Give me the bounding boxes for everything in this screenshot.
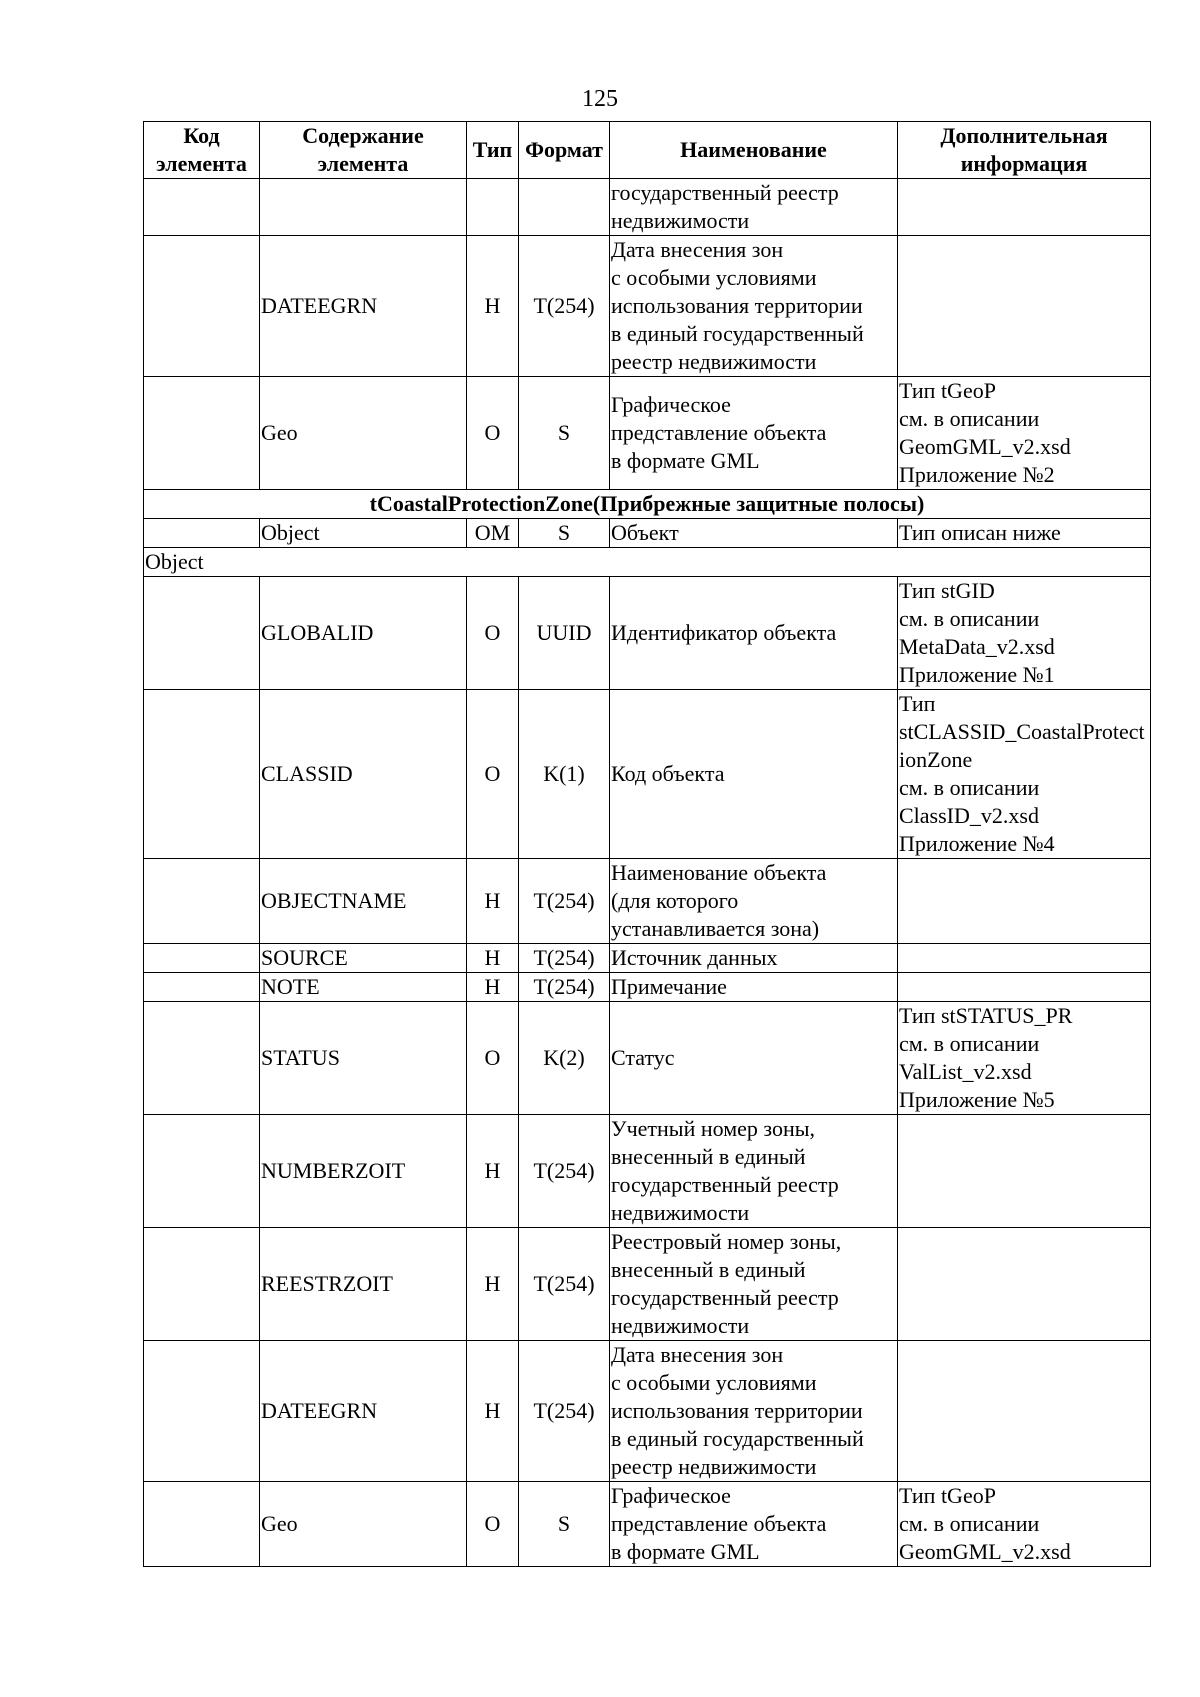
cell-content: Geo xyxy=(260,1482,467,1567)
cell-type: Н xyxy=(467,973,519,1002)
cell-code xyxy=(144,1115,260,1228)
cell-info xyxy=(898,179,1151,236)
table-row xyxy=(144,859,1151,944)
cell-format: S xyxy=(519,377,610,490)
cell-code xyxy=(144,236,260,377)
cell-code xyxy=(144,690,260,859)
cell-format: T(254) xyxy=(519,1115,610,1228)
cell-name: Примечание xyxy=(610,973,898,1002)
table-row xyxy=(144,690,1151,859)
cell-type: О xyxy=(467,377,519,490)
cell-content: Object xyxy=(260,519,467,548)
cell-name: Наименование объекта (для которого устанавливается зона) xyxy=(610,859,898,944)
page-number: 125 xyxy=(582,86,618,112)
cell-type: Н xyxy=(467,1228,519,1341)
cell-name: Код объекта xyxy=(610,690,898,859)
table-row xyxy=(144,519,1151,548)
cell-format: T(254) xyxy=(519,944,610,973)
cell-content: CLASSID xyxy=(260,690,467,859)
table-row xyxy=(144,1228,1151,1341)
cell-name: Учетный номер зоны, внесенный в единый государственный реестр недвижимости xyxy=(610,1115,898,1228)
table-row xyxy=(144,944,1151,973)
cell-type: Н xyxy=(467,859,519,944)
cell-format: K(1) xyxy=(519,690,610,859)
cell-content: STATUS xyxy=(260,1002,467,1115)
cell-name: Графическое представление объекта в формате GML xyxy=(610,1482,898,1567)
cell-info xyxy=(898,236,1151,377)
cell-content: GLOBALID xyxy=(260,577,467,690)
cell-info: Тип stGID см. в описании MetaData_v2.xsd Приложение №1 xyxy=(898,577,1151,690)
cell-name: Источник данных xyxy=(610,944,898,973)
cell-code xyxy=(144,859,260,944)
cell-name: Графическое представление объекта в формате GML xyxy=(610,377,898,490)
cell-info xyxy=(898,1228,1151,1341)
cell-name: Дата внесения зон с особыми условиями использования территории в единый государственный реестр недвижимости xyxy=(610,236,898,377)
table-row xyxy=(144,577,1151,690)
group-label: Object xyxy=(144,548,1151,577)
cell-type xyxy=(467,179,519,236)
header-row xyxy=(144,122,1151,179)
table-row xyxy=(144,236,1151,377)
cell-type: О xyxy=(467,577,519,690)
cell-info xyxy=(898,1115,1151,1228)
cell-info xyxy=(898,1341,1151,1482)
header-code: Код элемента xyxy=(144,122,260,179)
cell-info: Тип tGeoP см. в описании GeomGML_v2.xsd Приложение №2 xyxy=(898,377,1151,490)
header-content: Содержание элемента xyxy=(260,122,467,179)
spec-table xyxy=(143,121,1151,1567)
cell-content: DATEEGRN xyxy=(260,236,467,377)
cell-format xyxy=(519,179,610,236)
table-row xyxy=(144,179,1151,236)
cell-info: Тип описан ниже xyxy=(898,519,1151,548)
cell-format: T(254) xyxy=(519,859,610,944)
cell-content: Geo xyxy=(260,377,467,490)
table-row xyxy=(144,1482,1151,1567)
cell-name: государственный реестр недвижимости xyxy=(610,179,898,236)
cell-name: Объект xyxy=(610,519,898,548)
header-type: Тип xyxy=(467,122,519,179)
cell-code xyxy=(144,1002,260,1115)
cell-name: Статус xyxy=(610,1002,898,1115)
table-row xyxy=(144,1115,1151,1228)
cell-type: О xyxy=(467,1002,519,1115)
cell-code xyxy=(144,944,260,973)
section-row xyxy=(144,490,1151,519)
cell-info: Тип tGeoP см. в описании GeomGML_v2.xsd xyxy=(898,1482,1151,1567)
cell-type: Н xyxy=(467,944,519,973)
cell-info xyxy=(898,973,1151,1002)
cell-format: T(254) xyxy=(519,236,610,377)
cell-info: Тип stCLASSID_CoastalProtectionZone см. в описании ClassID_v2.xsd Приложение №4 xyxy=(898,690,1151,859)
cell-info xyxy=(898,944,1151,973)
cell-code xyxy=(144,1228,260,1341)
cell-code xyxy=(144,519,260,548)
cell-content: OBJECTNAME xyxy=(260,859,467,944)
cell-format: T(254) xyxy=(519,1228,610,1341)
cell-type: О xyxy=(467,690,519,859)
group-row xyxy=(144,548,1151,577)
table-row xyxy=(144,973,1151,1002)
cell-code xyxy=(144,179,260,236)
cell-content: DATEEGRN xyxy=(260,1341,467,1482)
cell-type: О xyxy=(467,1482,519,1567)
cell-code xyxy=(144,577,260,690)
cell-name: Идентификатор объекта xyxy=(610,577,898,690)
cell-code xyxy=(144,1341,260,1482)
cell-code xyxy=(144,377,260,490)
header-name: Наименование xyxy=(610,122,898,179)
cell-name: Дата внесения зон с особыми условиями использования территории в единый государственный реестр недвижимости xyxy=(610,1341,898,1482)
cell-format: K(2) xyxy=(519,1002,610,1115)
table-row xyxy=(144,1341,1151,1482)
cell-type: Н xyxy=(467,1115,519,1228)
cell-format: T(254) xyxy=(519,973,610,1002)
cell-code xyxy=(144,973,260,1002)
cell-format: S xyxy=(519,1482,610,1567)
cell-info: Тип stSTATUS_PR см. в описании ValList_v2.xsd Приложение №5 xyxy=(898,1002,1151,1115)
cell-content: NUMBERZOIT xyxy=(260,1115,467,1228)
cell-info xyxy=(898,859,1151,944)
cell-format: S xyxy=(519,519,610,548)
header-info: Дополнительная информация xyxy=(898,122,1151,179)
cell-code xyxy=(144,1482,260,1567)
table-row xyxy=(144,377,1151,490)
cell-content: REESTRZOIT xyxy=(260,1228,467,1341)
cell-name: Реестровый номер зоны, внесенный в единый государственный реестр недвижимости xyxy=(610,1228,898,1341)
header-format: Формат xyxy=(519,122,610,179)
section-title: tCoastalProtectionZone(Прибрежные защитные полосы) xyxy=(144,490,1151,519)
cell-type: Н xyxy=(467,1341,519,1482)
cell-type: ОМ xyxy=(467,519,519,548)
cell-format: UUID xyxy=(519,577,610,690)
cell-type: Н xyxy=(467,236,519,377)
table-body xyxy=(144,179,1151,1567)
table-row xyxy=(144,1002,1151,1115)
cell-content: SOURCE xyxy=(260,944,467,973)
cell-content xyxy=(260,179,467,236)
cell-format: T(254) xyxy=(519,1341,610,1482)
cell-content: NOTE xyxy=(260,973,467,1002)
